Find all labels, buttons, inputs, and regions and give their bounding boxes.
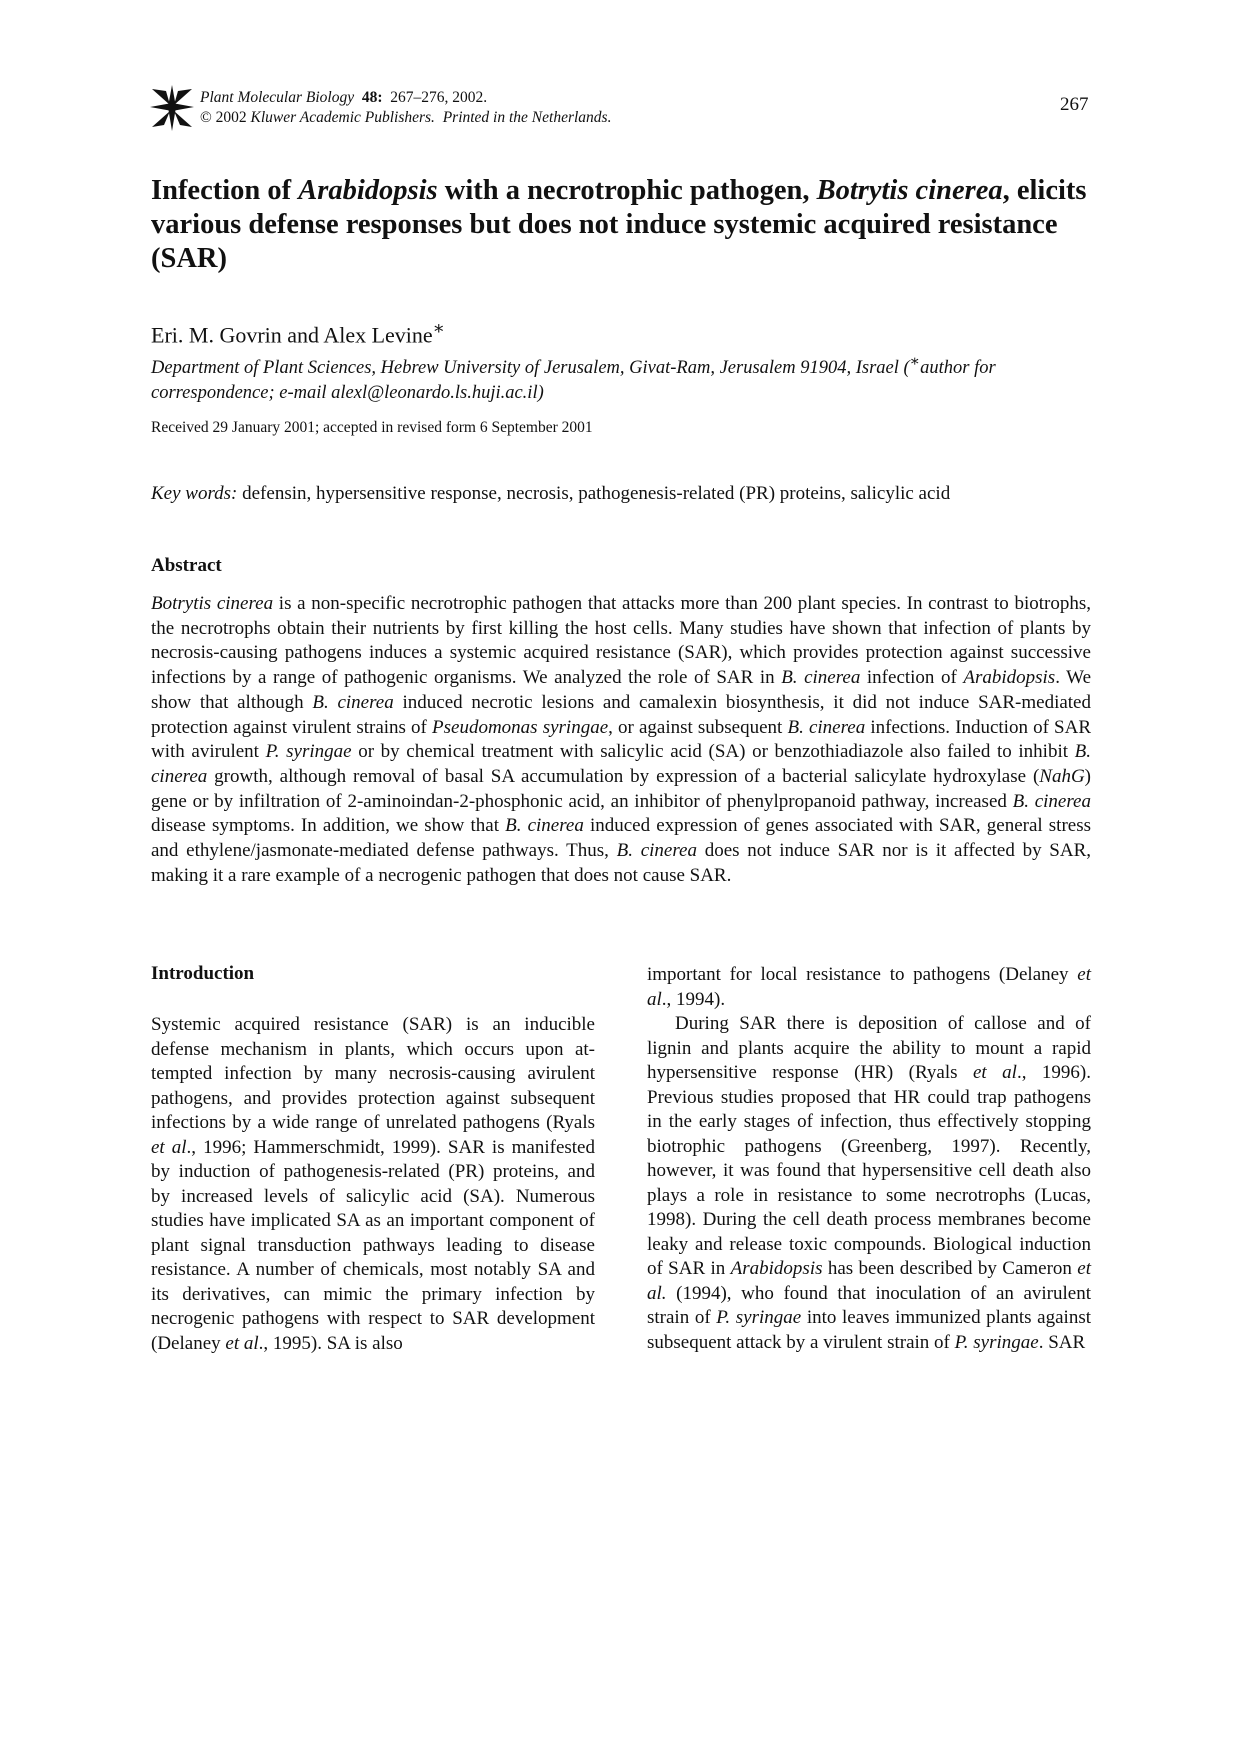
author-names: Eri. M. Govrin and Alex Levine: [151, 322, 433, 348]
body-text: et al: [647, 964, 1091, 1010]
body-text: ., 1996). Previous studies proposed that HR could trap pathogens in the early stages of infection, thus effectively stopping biotrophic pathogens (Greenberg, 1997). Recently, however, it was found that hypersensitive cell death also plays a role in resistance to some necrotrophs (Lucas, 1998). During the cell death process membranes become leaky and release toxic compounds. Biological induction of SAR in: [647, 1062, 1091, 1279]
paragraph: [647, 1012, 1091, 1355]
keywords: [151, 483, 950, 505]
body-text: ., 1994).: [661, 988, 726, 1010]
body-text: During SAR there is deposition of callose and of lignin and plants acquire the ability to mount a rapid hypersensitive response (HR) (Ryals: [647, 1013, 1091, 1083]
abstract-text: P. syringae: [265, 741, 352, 763]
keywords-text: defensin, hypersensitive response, necrosis, pathogenesis-related (PR) proteins, salicylic acid: [237, 483, 951, 504]
affiliation: [151, 349, 1091, 406]
body-text: (1994), who found that inoculation of an avirulent strain of: [647, 1282, 1091, 1328]
abstract-text: B. cinerea: [616, 840, 697, 862]
body-text: Systemic acquired resistance (SAR) is an inducible defense mechanism in plants, which occurs upon attempted infection by many necrosis-causing avirulent pathogens, and provides protection against subsequent infections by a wide range of unrelated pathogens (Ryals: [151, 1014, 595, 1133]
body-text: et al.: [647, 1258, 1091, 1304]
body-text: P. syringae: [716, 1307, 802, 1328]
publisher: Kluwer Academic Publishers.: [250, 109, 435, 126]
abstract-text: or by chemical treatment with salicylic acid (SA) or benzothiadiazole also failed to inhibit: [351, 741, 1075, 763]
body-text: important for local resistance to pathogens (Delaney: [647, 964, 1078, 985]
abstract-text: is a non-specific necrotrophic pathogen that attacks more than 200 plant species. In contrast to biotrophs, the necrotrophs obtain their nutrients by first killing the host cells. Many studies have shown that infection of plants by necrosis-causing pathogens induces a systemic acquired resistance (SAR), which provides protection against successive infections by a range of pathogenic organisms. We analyzed the role of SAR in: [151, 593, 1091, 689]
title-part: , elicits various defense responses but does not induce systemic acquired resistance (SAR): [151, 175, 1087, 274]
title-part: with a necrotrophic pathogen,: [437, 175, 817, 206]
title-part: Arabidopsis: [298, 175, 438, 206]
abstract-text: Pseudomonas syringae: [432, 716, 609, 738]
introduction-right-column: [647, 963, 1091, 1355]
abstract-text: infection of: [860, 667, 964, 689]
abstract-text: does not induce SAR nor is it affected by SAR, making it a rare example of a necrogenic pathogen that does not cause SAR.: [151, 840, 1092, 886]
printed-location: Printed in the Netherlands.: [442, 109, 612, 126]
authors: [151, 318, 445, 348]
abstract-text: infections. Induction of SAR with avirulent: [151, 716, 1092, 763]
abstract-text: ) gene or by infiltration of 2-aminoindan-2-phosphonic acid, an inhibitor of phenylpropanoid pathway, increased: [151, 765, 1091, 812]
journal-pages: 267–276, 2002.: [390, 89, 488, 106]
body-text: P. syringae: [954, 1331, 1039, 1353]
affiliation-text: Department of Plant Sciences, Hebrew University of Jerusalem, Givat-Ram, Jerusalem 91904, Israel (: [151, 358, 910, 379]
paragraph: [151, 1013, 595, 1356]
abstract-text: B. cinerea: [312, 691, 394, 713]
abstract-text: Botrytis cinerea: [151, 593, 274, 614]
body-text: Arabidopsis: [730, 1258, 823, 1279]
abstract-text: disease symptoms. In addition, we show that: [151, 815, 506, 837]
abstract-text: , or against subsequent: [608, 716, 788, 738]
abstract-text: growth, although removal of basal SA accumulation by expression of a bacterial salicylate hydroxylase (: [207, 765, 1040, 787]
page-number: 267: [1060, 94, 1089, 115]
body-text: et al: [225, 1332, 259, 1354]
title-part: Botrytis cinerea: [816, 175, 1003, 206]
abstract-text: B. cinerea: [505, 815, 584, 837]
abstract-text: B. cinerea: [781, 667, 861, 689]
abstract-text: B. cinerea: [787, 716, 866, 738]
received-dates: Received 29 January 2001; accepted in revised form 6 September 2001: [151, 419, 593, 436]
abstract-text: induced expression of genes associated with SAR, general stress and ethylene/jasmonate-mediated defense pathways. Thus,: [151, 815, 1091, 862]
title-part: Infection of: [151, 175, 299, 206]
journal-volume: 48:: [361, 89, 383, 106]
corresponding-mark: ∗: [432, 318, 446, 338]
paragraph: [647, 963, 1091, 1012]
introduction-heading: Introduction: [151, 963, 255, 984]
body-text: . SAR: [1038, 1331, 1086, 1353]
body-text: ., 1996; Hammerschmidt, 1999). SAR is manifested by induction of pathogenesis-related (PR) proteins, and by increased levels of salicylic acid (SA). Numerous studies have implicated SA as an important component of plant signal transduction pathways leading to disease resistance. A number of chemicals, most notably SA and its derivatives, can mimic the primary infection by necrogenic pathogens with respect to SAR development (Delaney: [151, 1136, 595, 1354]
keywords-label: Key words:: [151, 483, 238, 504]
introduction-left-column: [151, 1013, 595, 1356]
abstract-text: B. cinerea: [151, 741, 1092, 787]
copyright: © 2002: [200, 109, 247, 126]
abstract-heading: Abstract: [151, 555, 222, 576]
body-text: into leaves immunized plants against subsequent attack by a virulent strain of: [647, 1307, 1091, 1353]
abstract-text: NahG: [1039, 765, 1085, 787]
affiliation-text: author for correspondence; e-mail alexl@leonardo.ls.huji.ac.il): [151, 358, 996, 404]
body-text: et al: [151, 1136, 187, 1158]
journal-name: Plant Molecular Biology: [200, 89, 355, 106]
article-title: [151, 174, 1091, 276]
abstract-text: induced necrotic lesions and camalexin biosynthesis, it did not induce SAR-mediated protection against virulent strains of: [151, 691, 1091, 738]
abstract-text: . We show that although: [151, 667, 1092, 713]
body-text: has been described by Cameron: [822, 1258, 1078, 1279]
abstract-text: B. cinerea: [1012, 790, 1091, 812]
journal-citation: [200, 88, 611, 128]
body-text: et al: [972, 1062, 1017, 1083]
abstract-text: Arabidopsis: [963, 667, 1056, 689]
publisher-logo-icon: [150, 85, 194, 131]
body-text: ., 1995). SA is also: [258, 1332, 403, 1354]
abstract-body: [151, 592, 1091, 888]
corresponding-mark: ∗: [909, 353, 921, 370]
